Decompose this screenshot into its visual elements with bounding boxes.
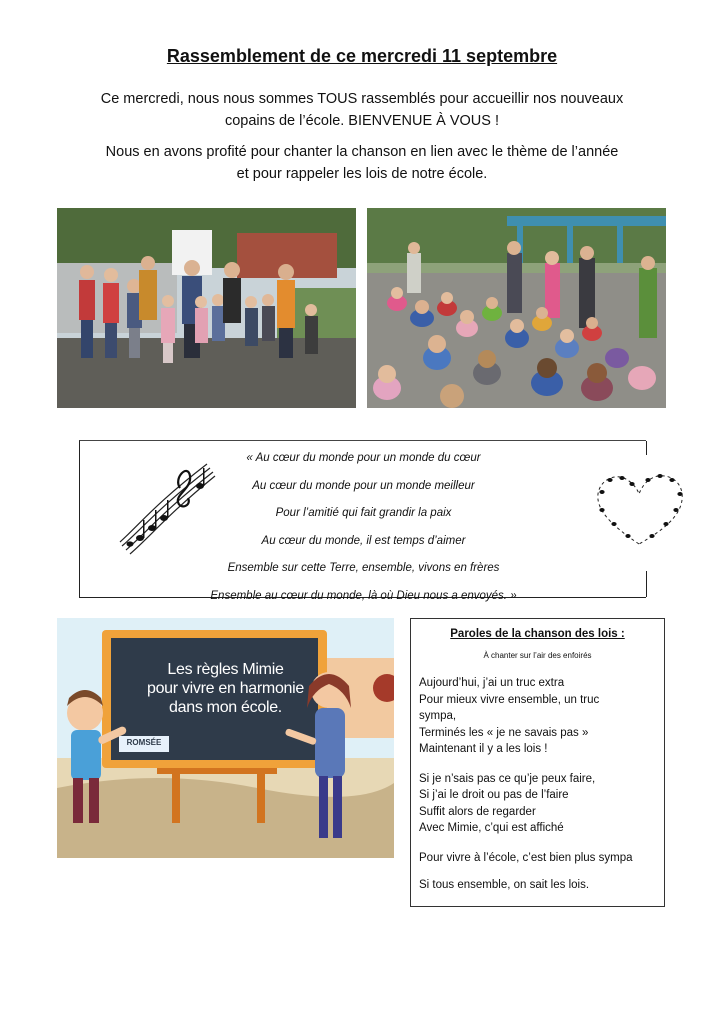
intro-p1-line1: Ce mercredi, nous nous sommes TOUS rassemblés pour accueillir nos nouveaux [100, 91, 624, 107]
mimie-rules-illustration [57, 618, 394, 858]
song-line: Ensemble au cœur du monde, là où Dieu nous a envoyés. » [210, 589, 517, 602]
stanza-2 [419, 771, 659, 837]
law-song-subtitle: À chanter sur l’air des enfoirés [483, 651, 592, 660]
lyric-line: Maintenant il y a les lois ! [419, 743, 548, 755]
song-line: « Au cœur du monde pour un monde du cœur [246, 452, 481, 464]
photo-children-sitting [367, 208, 666, 408]
board-line-2: pour vivre en harmonie [146, 680, 305, 697]
board-line-3: dans mon école. [169, 699, 282, 716]
song-line: Au cœur du monde pour un monde meilleur [252, 479, 475, 492]
lyric-line: Terminés les « je ne savais pas » [419, 726, 589, 739]
lyric-line: Aujourd’hui, j’ai un truc extra [419, 677, 565, 689]
photo-children-sitting-image [367, 208, 666, 408]
lyric-line: sympa, [419, 710, 457, 722]
page-title: Rassemblement de ce mercredi 11 septembre [166, 46, 558, 66]
stanza-1 [419, 675, 659, 758]
school-tag: ROMSÉE [126, 738, 162, 747]
song-line: Pour l’amitié qui fait grandir la paix [275, 507, 452, 520]
intro-paragraph-2 [60, 141, 664, 185]
intro-p1-line2: copains de l’école. BIENVENUE À VOUS ! [224, 113, 499, 129]
music-notes-heart-icon [592, 470, 687, 550]
board-line-1: Les règles Mimie [167, 661, 284, 678]
lyric-line: Pour mieux vivre ensemble, un truc [419, 693, 600, 706]
music-staff-icon [118, 458, 216, 556]
intro-p2-line1: Nous en avons profité pour chanter la chanson en lien avec le thème de l’année [105, 144, 619, 160]
lyric-line: Avec Mimie, c’qui est affiché [419, 822, 564, 834]
law-song-title: Paroles de la chanson des lois : [450, 628, 625, 640]
lyric-line: Suffit alors de regarder [419, 805, 536, 818]
law-song-lyrics [419, 675, 659, 905]
law-song-box [410, 618, 665, 907]
intro-p2-line2: et pour rappeler les lois de notre école. [236, 166, 488, 182]
photo-children-standing-image [57, 208, 356, 408]
intro-paragraph-1 [60, 88, 664, 132]
lyric-line: Si tous ensemble, on sait les lois. [419, 879, 590, 891]
mimie-illustration-drawing [57, 618, 394, 858]
photo-children-standing [57, 208, 356, 408]
lyric-line: Si je n’sais pas ce qu’je peux faire, [419, 772, 596, 785]
song-line: Ensemble sur cette Terre, ensemble, vivons en frères [227, 562, 500, 575]
lyric-line: Pour vivre à l’école, c’est bien plus sympa [419, 851, 633, 864]
intro-text [60, 88, 664, 185]
lyric-line: Si j’ai le droit ou pas de l’faire [419, 789, 569, 801]
song-line: Au cœur du monde, il est temps d’aimer [261, 534, 466, 547]
